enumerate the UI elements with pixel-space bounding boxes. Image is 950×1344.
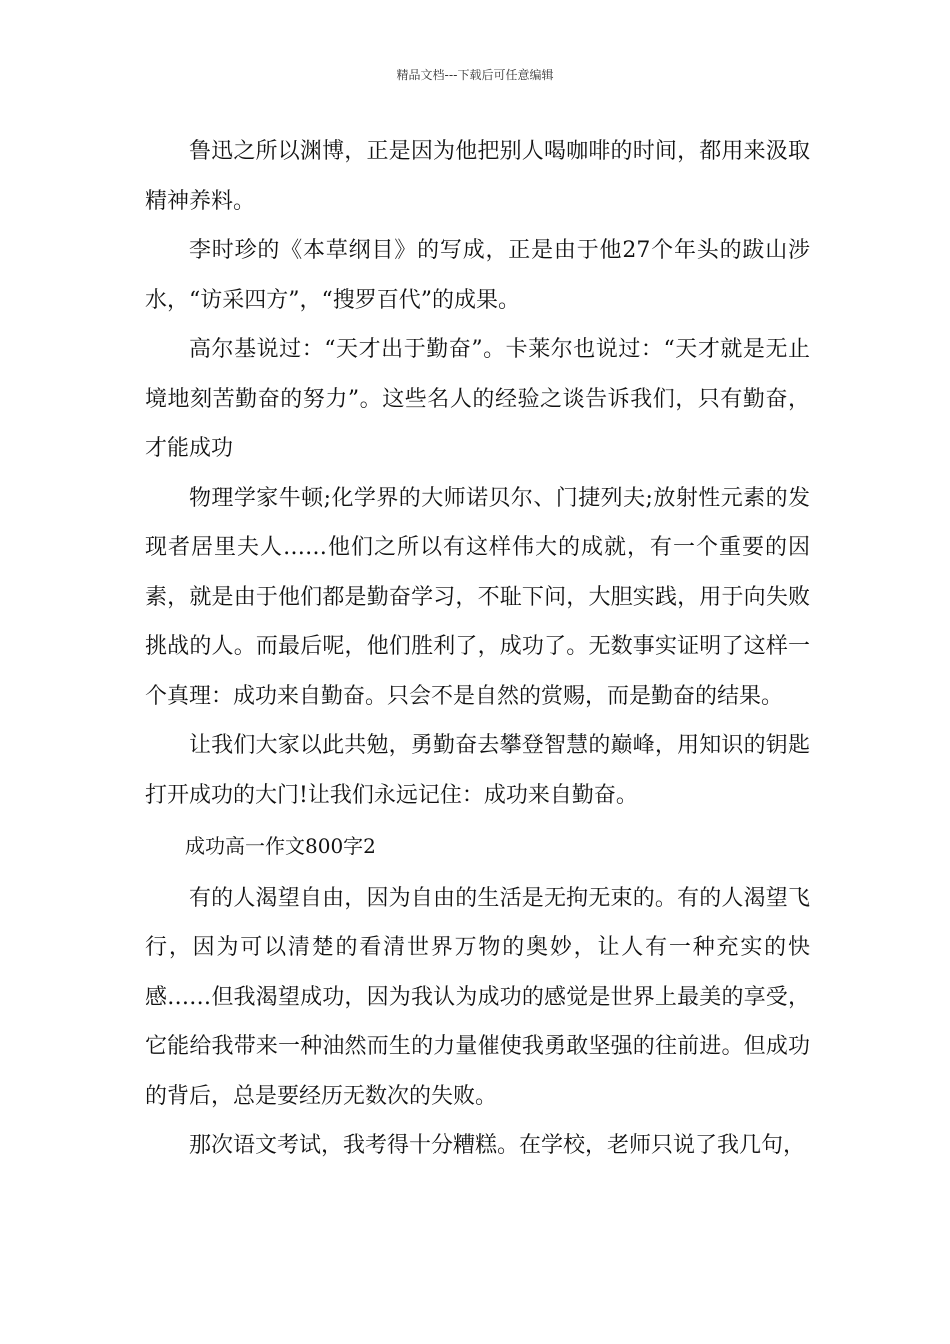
- page-header: 精品文档---下载后可任意编辑: [396, 68, 554, 82]
- paragraph: 鲁迅之所以渊博，正是因为他把别人喝咖啡的时间，都用来汲取精神养料。: [145, 139, 810, 214]
- paragraph: 有的人渴望自由，因为自由的生活是无拘无束的。有的人渴望飞行，因为可以清楚的看清世界万物的奥妙，让人有一种充实的快感……但我渴望成功，因为我认为成功的感觉是世界上最美的享受，它能给我带来一种油然而生的力量催使我勇敢坚强的往前进。但成功的背后，总是要经历无数次的失败。: [145, 885, 810, 1109]
- paragraph: 高尔基说过：“天才出于勤奋”。卡莱尔也说过：“天才就是无止境地刻苦勤奋的努力”。这些名人的经验之谈告诉我们，只有勤奋，才能成功: [145, 337, 810, 461]
- paragraph: 让我们大家以此共勉，勇勤奋去攀登智慧的巅峰，用知识的钥匙打开成功的大门!让我们永远记住：成功来自勤奋。: [145, 733, 810, 808]
- paragraph: 物理学家牛顿;化学界的大师诺贝尔、门捷列夫;放射性元素的发现者居里夫人……他们之所以有这样伟大的成就，有一个重要的因素，就是由于他们都是勤奋学习，不耻下问，大胆实践，用于向失败挑战的人。而最后呢，他们胜利了，成功了。无数事实证明了这样一个真理：成功来自勤奋。只会不是自然的赏赐，而是勤奋的结果。: [145, 485, 810, 709]
- section-title: 成功高一作文800字2: [185, 834, 376, 858]
- paragraph: 那次语文考试，我考得十分糟糕。在学校，老师只说了我几句，: [189, 1133, 806, 1158]
- paragraph: 李时珍的《本草纲目》的写成，正是由于他27个年头的跋山涉水，“访采四方”，“搜罗百代”的成果。: [145, 238, 810, 313]
- document-body: [145, 127, 810, 1171]
